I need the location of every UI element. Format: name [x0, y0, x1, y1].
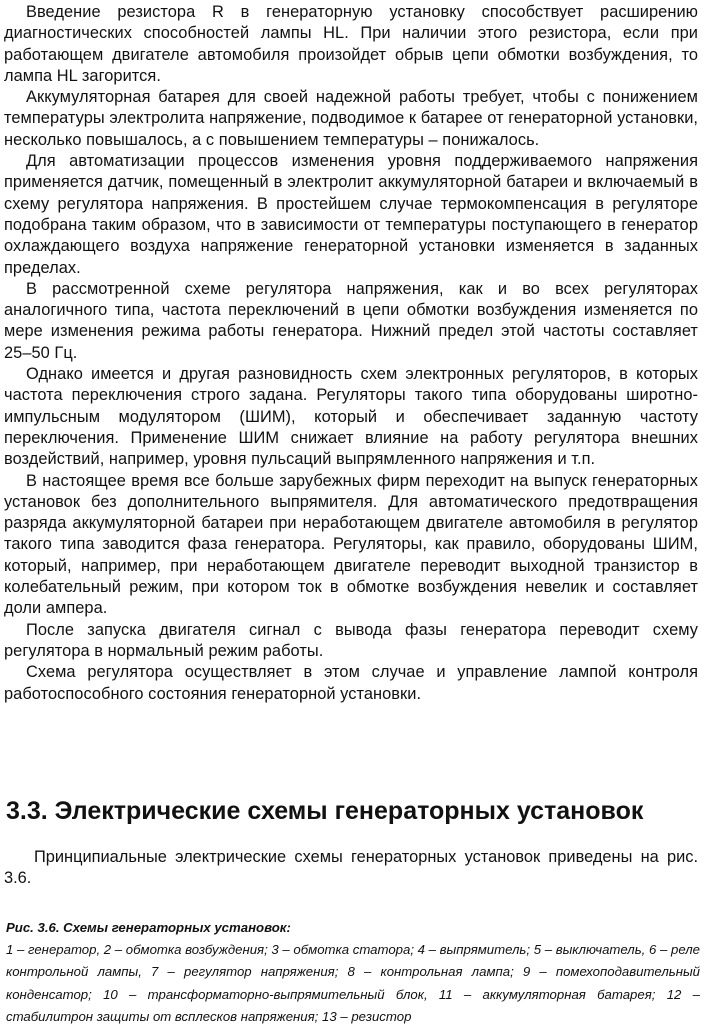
paragraph-foreign-generators: В настоящее время все больше зарубежных фирм переходит на выпуск генераторных установок без дополнительного выпрямителя. Для автоматического предотвращения разряда аккумуляторной батареи при неработающем двигателе автомобиля в регулятор такого типа заводится фаза генератора. Регуляторы, как правило, оборудованы ШИМ, который, например, при неработающем двигателе переводит выходной транзистор в колебательный режим, при котором ток в обмотке возбуждения невелик и составляет доли ампера.: [4, 471, 698, 618]
section-title: 3.3. Электрические схемы генераторных установок: [6, 797, 644, 825]
paragraph-switching-frequency: В рассмотренной схеме регулятора напряжения, как и во всех регуляторах аналогичного типа, частота переключений в цепи обмотки возбуждения изменяется по мере изменения режима работы генератора. Нижний предел этой частоты составляет 25–50 Гц.: [4, 279, 698, 362]
paragraph-lamp-control: Схема регулятора осуществляет в этом случае и управление лампой контроля работоспособного состояния генераторной установки.: [4, 663, 698, 703]
body-text: [4, 2, 698, 705]
paragraph-engine-start: После запуска двигателя сигнал с вывода фазы генератора переводит схему регулятора в нормальный режим работы.: [4, 620, 698, 660]
paragraph-resistor-diagnostics: Введение резистора R в генераторную установку способствует расширению диагностических способностей лампы HL. При наличии этого резистора, если при работающем двигателе автомобиля произойдет обрыв цепи обмотки возбуждения, то лампа HL загорится.: [4, 3, 698, 85]
figure-caption-legend: 1 – генератор, 2 – обмотка возбуждения; 3 – обмотка статора; 4 – выпрямитель; 5 – выключатель, 6 – реле контрольной лампы, 7 – регулятор напряжения; 8 – контрольная лампа; 9 – помехоподавительный конденсатор; 10 – трансформаторно-выпрямительный блок, 11 – аккумуляторная батарея; 12 – стабилитрон защиты от всплесков напряжения; 13 – резистор: [6, 942, 701, 1024]
figure-caption-title: Рис. 3.6. Схемы генераторных установок:: [6, 920, 291, 935]
section-intro: Принципиальные электрические схемы генераторных установок приведены на рис. 3.6.: [4, 848, 698, 888]
paragraph-temperature-sensor: Для автоматизации процессов изменения уровня поддерживаемого напряжения применяется датчик, помещенный в электролит аккумуляторной батареи и включаемый в схему регулятора напряжения. В простейшем случае термокомпенсация в регуляторе подобрана таким образом, что в зависимости от температуры поступающего в генератор охлаждающего воздуха напряжение генераторной установки изменяется в заданных пределах.: [4, 152, 698, 277]
paragraph-pwm-regulators: Однако имеется и другая разновидность схем электронных регуляторов, в которых частота переключения строго задана. Регуляторы такого типа оборудованы широтно-импульсным модулятором (ШИМ), который и обеспечивает заданную частоту переключения. Применение ШИМ снижает влияние на работу регулятора внешних воздействий, например, уровня пульсаций выпрямленного напряжения и т.п.: [4, 365, 698, 469]
figure-caption: [6, 917, 700, 1028]
paragraph-battery-temperature: Аккумуляторная батарея для своей надежной работы требует, чтобы с понижением температуры электролита напряжение, подводимое к батарее от генераторной установки, несколько повышалось, а с повышением температуры – понижалось.: [4, 88, 698, 149]
